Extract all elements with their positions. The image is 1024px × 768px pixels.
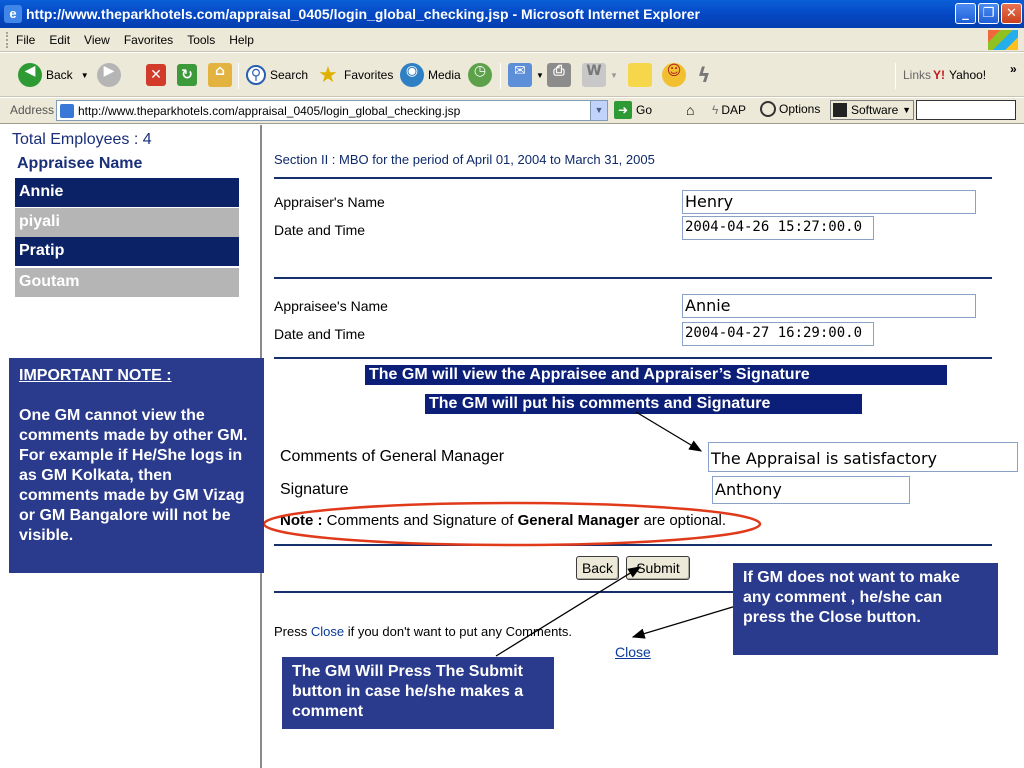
standard-toolbar [0,53,1024,97]
menu-view[interactable]: View [84,32,110,47]
toolbar-chevron[interactable]: » [1010,62,1017,76]
restore-button[interactable]: ❐ [978,3,999,24]
discuss-button[interactable] [628,61,656,89]
discuss-icon [628,63,652,87]
dap-button[interactable]: ϟ DAP [712,103,747,117]
arrow-to-submit [496,567,640,656]
history-icon: ◷ [468,63,492,87]
forward-button[interactable] [97,61,125,89]
minimize-button[interactable]: _ [955,3,976,24]
window-title: http://www.theparkhotels.com/appraisal_0405/login_global_checking.jsp - Microsoft Internet Explorer [26,6,700,22]
appraiser-date-field[interactable]: 2004-04-26 15:27:00.0 [682,216,874,240]
word-edit-icon: W [582,63,606,87]
employee-item-pratip[interactable]: Pratip [15,237,239,266]
appraisee-name-label: Appraisee's Name [274,298,388,314]
research-button[interactable] [692,61,720,89]
stop-button[interactable] [146,61,170,89]
appraisee-name-heading: Appraisee Name [17,155,143,172]
go-button[interactable]: ➜ Go [614,101,652,119]
appraisee-name-field[interactable]: Annie [682,294,976,318]
close-hint-box: If GM does not want to make any comment , he/she can press the Close button. [733,563,998,655]
address-bar [0,98,1024,124]
arrow-to-comments [636,412,701,451]
appraiser-name-label: Appraiser's Name [274,194,385,210]
refresh-button[interactable] [177,61,201,89]
menu-bar [0,28,1024,52]
yahoo-link[interactable]: Y! Yahoo! [933,68,987,82]
options-button[interactable]: Options [760,101,820,117]
close-link[interactable]: Close [615,644,651,660]
stop-icon: ✕ [146,64,166,86]
employee-item-annie[interactable]: Annie [15,178,239,207]
print-icon: ⎙ [547,63,571,87]
note-prefix: Note : [280,512,323,529]
toolbar-separator [238,63,239,89]
important-note-box [9,358,264,573]
important-note-body: One GM cannot view the comments made by other GM. For example if He/She logs in as GM Kolkata, then comments made by GM Vizag or GM Bangalore will not be visible. [19,407,248,544]
important-note-title: IMPORTANT NOTE : [19,367,172,384]
employee-item-goutam[interactable]: Goutam [15,268,239,297]
toolbar-search-input[interactable] [916,100,1016,120]
mail-icon: ✉ [508,63,532,87]
software-icon [833,103,847,117]
links-label: Links [903,68,932,82]
submit-hint-box: The GM Will Press The Submit button in case he/she makes a comment [282,657,554,729]
address-dropdown-icon[interactable]: ▼ [590,101,607,120]
back-button[interactable]: ◀ Back ▼ [18,61,89,89]
messenger-icon: ☺ [662,63,686,87]
dap-icon: ϟ [712,103,719,117]
history-button[interactable] [468,61,496,89]
menu-edit[interactable]: Edit [49,32,71,47]
menu-grip [6,32,10,48]
submit-button[interactable]: Submit [626,556,690,580]
window-titlebar [0,0,1024,28]
home-icon: ⌂ [208,63,232,87]
signature-label: Signature [280,481,349,498]
menu-file[interactable]: File [16,32,36,47]
back-form-button[interactable]: Back [576,556,619,580]
appraiser-date-label: Date and Time [274,222,366,238]
put-comments-banner: The GM will put his comments and Signature [425,394,862,414]
media-globe-icon: ◉ [400,63,424,87]
search-icon: ⚲ [246,65,266,85]
software-dropdown[interactable]: Software ▼ [830,100,914,120]
software-dropdown-icon: ▼ [902,105,911,115]
mail-button[interactable] [508,61,544,89]
go-arrow-icon: ➜ [614,101,632,119]
search-button[interactable]: ⚲ Search [246,61,308,89]
appraiser-name-field[interactable]: Henry [682,190,976,214]
edit-dropdown-icon[interactable]: ▼ [610,70,618,80]
back-arrow-icon: ◀ [18,63,42,87]
research-icon: ϟ [697,63,711,87]
ie-logo-icon: e [4,5,22,23]
section-title: Section II : MBO for the period of April 01, 2004 to March 31, 2005 [274,152,655,167]
press-close-text: Press Close if you don't want to put any Comments. [274,624,573,639]
favorites-star-icon: ★ [318,63,338,88]
forward-arrow-icon: ▶ [97,63,121,87]
print-button[interactable] [547,61,575,89]
dap-home-icon[interactable]: ⌂ [686,102,695,118]
signature-input[interactable]: Anthony [712,476,910,504]
arrow-to-close [633,606,736,637]
appraisee-date-field[interactable]: 2004-04-27 16:29:00.0 [682,322,874,346]
yahoo-icon: Y! [933,68,945,82]
back-dropdown-icon[interactable]: ▼ [80,70,89,80]
address-label: Address [10,103,55,117]
refresh-icon: ↻ [177,64,197,86]
employee-item-piyali[interactable]: piyali [15,208,239,237]
media-button[interactable]: ◉ Media [400,61,461,89]
menu-help[interactable]: Help [229,32,254,47]
toolbar-separator [500,63,501,89]
optional-note: Note : Comments and Signature of General Manager are optional. [280,512,727,529]
options-icon [760,101,776,117]
page-content [0,125,1024,768]
total-employees: Total Employees : 4 [12,131,152,148]
edit-button[interactable] [582,61,618,89]
view-signature-banner: The GM will view the Appraisee and Appraiser’s Signature [365,365,947,385]
address-input[interactable] [56,100,608,121]
home-button[interactable] [208,61,236,89]
address-url: http://www.theparkhotels.com/appraisal_0405/login_global_checking.jsp [78,103,461,118]
menu-tools[interactable]: Tools [187,32,216,47]
mail-dropdown-icon[interactable]: ▼ [536,70,544,80]
page-icon [60,104,74,118]
menu-favorites[interactable]: Favorites [123,32,174,47]
comments-input[interactable]: The Appraisal is satisfactory [708,442,1018,472]
messenger-button[interactable] [662,61,690,89]
favorites-button[interactable]: ★ Favorites [316,61,393,89]
press-close-word: Close [310,624,345,639]
comments-label: Comments of General Manager [280,448,505,465]
windows-logo-icon [988,30,1018,50]
toolbar-separator [895,63,896,89]
close-button[interactable]: ✕ [1001,3,1022,24]
optional-note-highlight [264,503,760,545]
appraisee-date-label: Date and Time [274,326,366,342]
